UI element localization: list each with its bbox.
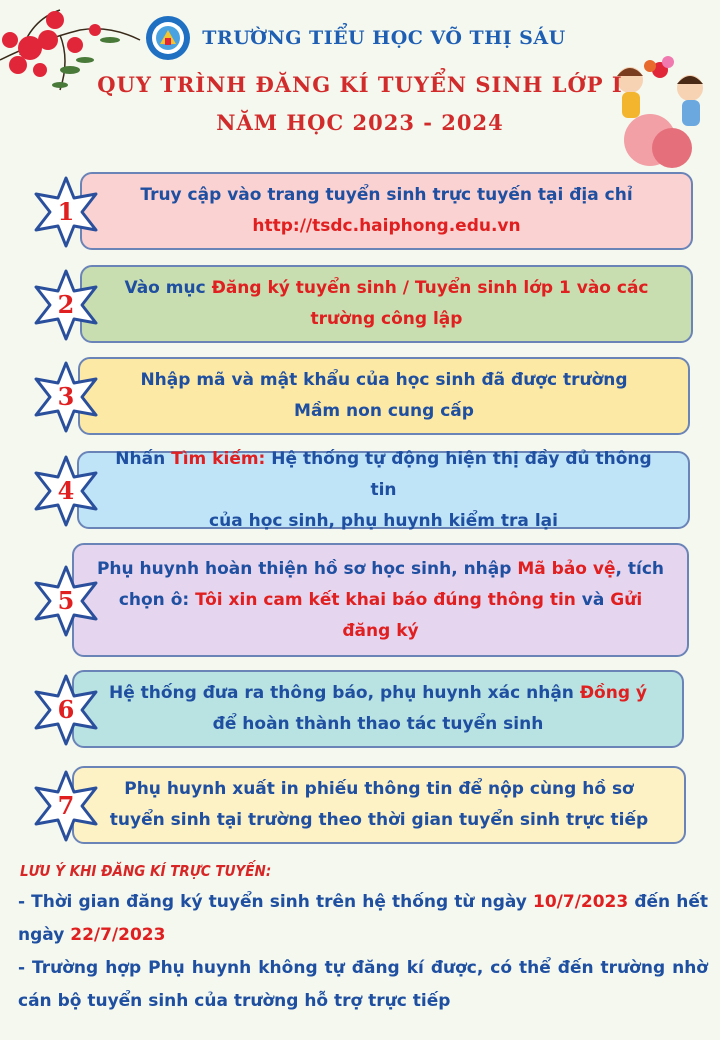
star-badge-1 (30, 176, 102, 248)
step-box (77, 448, 690, 531)
star-badge-7 (30, 770, 102, 842)
step-text: Hệ thống tự động hiện thị đầy đủ thông tin (265, 448, 652, 500)
step-text: Nhấn (115, 448, 172, 469)
note-registration-period: - Thời gian đăng ký tuyển sinh trên hệ thống từ ngày 10/7/2023 đến hết ngày 22/7/2023 (18, 892, 708, 945)
step-3 (30, 357, 695, 437)
step-5 (30, 543, 695, 659)
step-highlight: đăng ký (342, 620, 419, 641)
step-text: và (575, 589, 611, 610)
star-badge-5 (30, 565, 102, 637)
star-badge-4 (30, 455, 102, 527)
step-text: Vào mục (124, 278, 212, 298)
end-date: 22/7/2023 (70, 925, 166, 945)
step-text: Nhập mã và mật khẩu của học sinh đã được trường (140, 370, 628, 390)
start-date: 10/7/2023 (533, 892, 629, 912)
step-box (80, 172, 693, 250)
header (0, 14, 720, 142)
step-highlight: Đồng ý (579, 683, 648, 703)
step-number: 7 (57, 791, 75, 820)
star-badge-3 (30, 361, 102, 433)
step-text: Phụ huynh xuất in phiếu thông tin để nộp cùng hồ sơ (124, 779, 634, 799)
step-highlight: Mã bảo vệ (517, 558, 616, 579)
step-box (78, 357, 690, 435)
step-number: 5 (57, 586, 75, 615)
step-7 (30, 766, 695, 846)
step-highlight: trường công lập (310, 309, 463, 329)
step-box (72, 766, 686, 844)
website-url[interactable]: http://tsdc.haiphong.edu.vn (252, 216, 521, 236)
step-text: Mầm non cung cấp (294, 401, 474, 421)
step-highlight: Tìm kiếm: (171, 448, 266, 469)
star-badge-6 (30, 674, 102, 746)
school-year: NĂM HỌC 2023 - 2024 (216, 110, 504, 135)
step-2 (30, 265, 695, 345)
step-text: Phụ huynh hoàn thiện hồ sơ học sinh, nhập (96, 558, 518, 579)
step-highlight: Tôi xin cam kết khai báo đúng thông tin (195, 589, 576, 610)
step-text: Hệ thống đưa ra thông báo, phụ huynh xác nhận (108, 683, 580, 703)
step-highlight: Gửi (610, 589, 643, 610)
school-logo (144, 14, 192, 62)
step-text: , tích (615, 558, 665, 579)
step-text: để hoàn thành thao tác tuyển sinh (212, 714, 544, 734)
school-name: TRƯỜNG TIỂU HỌC VÕ THỊ SÁU (202, 27, 566, 49)
step-number: 6 (57, 695, 75, 724)
note-support: - Trường hợp Phụ huynh không tự đăng kí được, có thể đến trường nhờ cán bộ tuyển sinh của trường hỗ trợ trực tiếp (18, 958, 708, 1011)
step-text: tuyển sinh tại trường theo thời gian tuyển sinh trực tiếp (109, 810, 649, 830)
notes-title: LƯU Ý KHI ĐĂNG KÍ TRỰC TUYẾN: (20, 862, 272, 880)
step-6 (30, 670, 695, 750)
step-4 (30, 448, 695, 531)
step-number: 2 (57, 290, 75, 319)
step-box (80, 265, 693, 343)
step-highlight: Đăng ký tuyển sinh / Tuyển sinh lớp 1 vào các (211, 278, 649, 298)
step-text: chọn ô: (118, 589, 196, 610)
step-number: 3 (57, 382, 75, 411)
step-number: 4 (57, 476, 75, 505)
step-box (72, 670, 684, 748)
step-text: Truy cập vào trang tuyển sinh trực tuyến tại địa chỉ (140, 185, 633, 205)
step-1 (30, 172, 695, 252)
page-title: QUY TRÌNH ĐĂNG KÍ TUYỂN SINH LỚP I (97, 72, 623, 97)
step-number: 1 (57, 197, 75, 226)
star-badge-2 (30, 269, 102, 341)
step-box (72, 543, 689, 657)
notes-section (18, 862, 708, 1018)
step-text: của học sinh, phụ huynh kiểm tra lại (209, 510, 558, 531)
